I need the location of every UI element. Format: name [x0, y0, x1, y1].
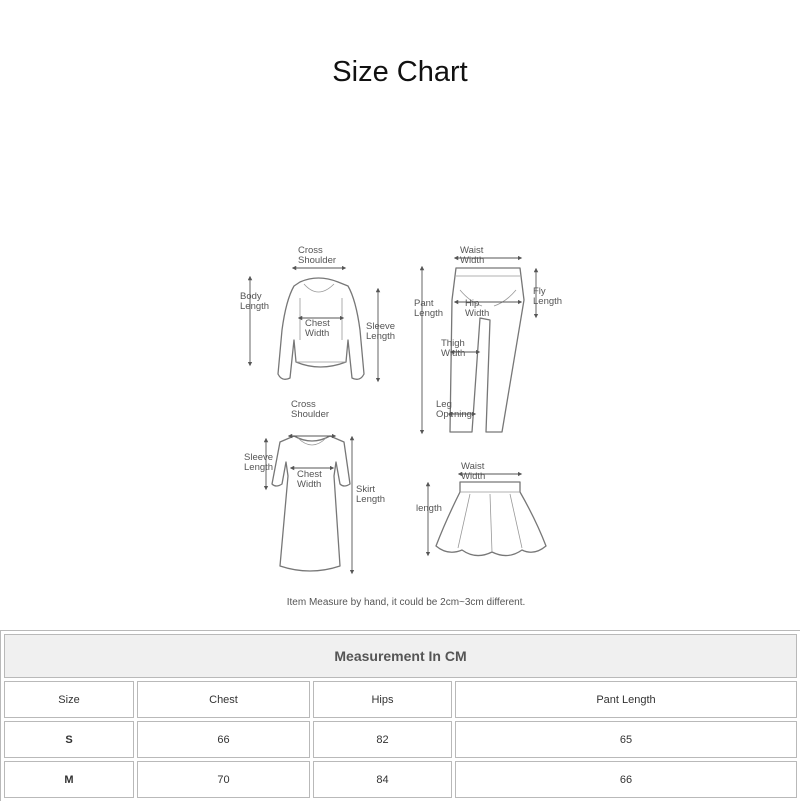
cell-hips: 82	[313, 721, 452, 758]
header-size: Size	[4, 681, 134, 718]
cell-chest: 70	[137, 761, 310, 798]
table-caption: Measurement In CM	[4, 634, 797, 678]
top-chest-width-label: Chest Width	[305, 318, 330, 339]
pants-pant-length-label: Pant Length	[414, 298, 444, 319]
dress-illustration	[272, 436, 350, 571]
size-table	[0, 630, 800, 801]
pants-leg-opening-label: Leg Opening	[436, 399, 472, 420]
cell-chest: 66	[137, 721, 310, 758]
page-title: Size Chart	[332, 56, 468, 88]
dress-cross-shoulder-label: Cross Shoulder	[291, 399, 330, 420]
measure-note: Item Measure by hand, it could be 2cm~3cm different.	[286, 597, 526, 608]
pants-waist-width-label: Waist Width	[460, 245, 485, 266]
top-sleeve-length-label: Sleeve Length	[366, 321, 396, 342]
dress-chest-width-label: Chest Width	[297, 469, 322, 490]
cell-hips: 84	[313, 761, 452, 798]
dress-sleeve-length-label: Sleeve Length	[244, 452, 274, 473]
top-body-length-label: Body Length	[240, 291, 270, 312]
cell-size: S	[4, 721, 134, 758]
skirt-waist-width-label: Waist Width	[461, 461, 486, 482]
skirt-illustration	[436, 482, 546, 556]
pants-thigh-width-label: Thigh Width	[441, 338, 466, 359]
table-row	[4, 721, 797, 758]
pants-fly-length-label: Fly Length	[533, 286, 563, 307]
table-header-row	[4, 681, 797, 718]
dress-skirt-length-label: Skirt Length	[356, 484, 386, 505]
header-chest: Chest	[137, 681, 310, 718]
top-cross-shoulder-label: Cross Shoulder	[298, 245, 337, 266]
pants-hip-width-label: Hip Width	[465, 298, 490, 319]
header-pant-length: Pant Length	[455, 681, 797, 718]
table-row	[4, 761, 797, 798]
cell-pant-length: 65	[455, 721, 797, 758]
skirt-length-label: length	[416, 503, 442, 514]
cell-size: M	[4, 761, 134, 798]
header-hips: Hips	[313, 681, 452, 718]
cell-pant-length: 66	[455, 761, 797, 798]
